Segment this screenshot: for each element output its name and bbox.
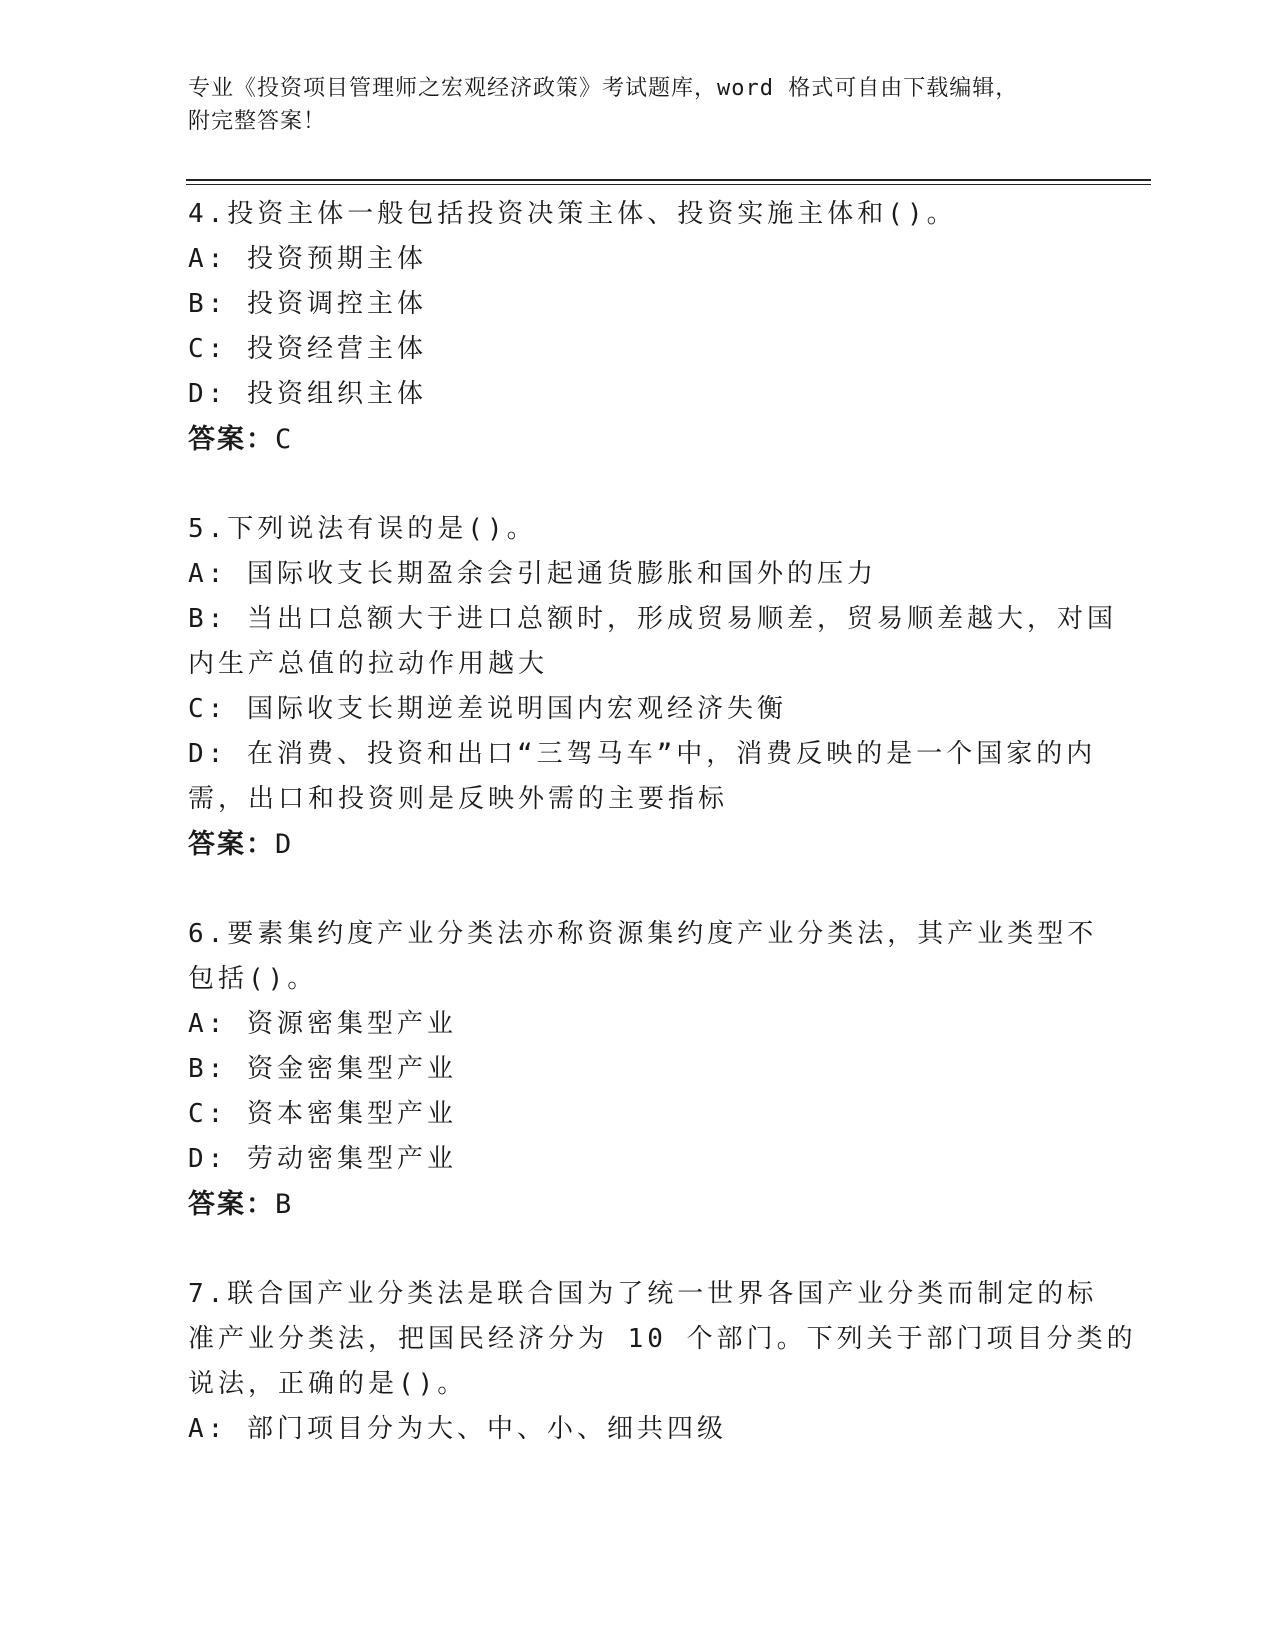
header-line-1: 专业《投资项目管理师之宏观经济政策》考试题库，word 格式可自由下载编辑， bbox=[188, 76, 1019, 101]
question-stem: 6.要素集约度产业分类法亦称资源集约度产业分类法，其产业类型不 bbox=[188, 919, 1098, 949]
question-stem: 5.下列说法有误的是()。 bbox=[188, 514, 537, 544]
question-7 bbox=[188, 1272, 1137, 1452]
header-divider-thick bbox=[186, 179, 1151, 181]
question-6 bbox=[188, 912, 1098, 1228]
option-a: A: 国际收支长期盈余会引起通货膨胀和国外的压力 bbox=[188, 559, 877, 589]
option-d: D: 在消费、投资和出口“三驾马车”中，消费反映的是一个国家的内 bbox=[188, 739, 1097, 769]
option-c: C: 投资经营主体 bbox=[188, 334, 427, 364]
option-b: B: 投资调控主体 bbox=[188, 289, 427, 319]
option-a: A: 投资预期主体 bbox=[188, 244, 427, 274]
question-4 bbox=[188, 192, 1068, 463]
question-list bbox=[188, 192, 1137, 1452]
answer-line bbox=[188, 822, 1068, 868]
header-divider-thin bbox=[186, 184, 1151, 185]
option-b-continued: 内生产总值的拉动作用越大 bbox=[188, 649, 549, 679]
question-stem: 4.投资主体一般包括投资决策主体、投资实施主体和()。 bbox=[188, 199, 957, 229]
option-a: A: 部门项目分为大、中、小、细共四级 bbox=[188, 1414, 727, 1444]
question-stem-continued: 准产业分类法，把国民经济分为 10 个部门。下列关于部门项目分类的 bbox=[188, 1324, 1137, 1354]
question-5 bbox=[188, 507, 1117, 868]
spacer bbox=[188, 463, 1068, 507]
answer-line bbox=[188, 417, 1068, 463]
spacer bbox=[188, 1228, 1068, 1272]
option-b: B: 资金密集型产业 bbox=[188, 1054, 457, 1084]
option-d: D: 投资组织主体 bbox=[188, 379, 427, 409]
option-d-continued: 需，出口和投资则是反映外需的主要指标 bbox=[188, 784, 729, 814]
answer-label: 答案： bbox=[188, 829, 275, 860]
document-header bbox=[188, 72, 1088, 138]
answer-label: 答案： bbox=[188, 424, 275, 455]
option-c: C: 国际收支长期逆差说明国内宏观经济失衡 bbox=[188, 694, 787, 724]
option-b: B: 当出口总额大于进口总额时，形成贸易顺差，贸易顺差越大，对国 bbox=[188, 604, 1117, 634]
option-d: D: 劳动密集型产业 bbox=[188, 1144, 457, 1174]
question-stem-continued: 说法，正确的是()。 bbox=[188, 1369, 468, 1399]
answer-value: B bbox=[275, 1189, 294, 1220]
answer-line bbox=[188, 1182, 1068, 1228]
answer-value: D bbox=[275, 829, 294, 860]
option-a: A: 资源密集型产业 bbox=[188, 1009, 457, 1039]
question-stem-continued: 包括()。 bbox=[188, 964, 318, 994]
header-line-2: 附完整答案！ bbox=[188, 109, 327, 134]
answer-value: C bbox=[275, 424, 294, 455]
spacer bbox=[188, 868, 1068, 912]
option-c: C: 资本密集型产业 bbox=[188, 1099, 457, 1129]
question-stem: 7.联合国产业分类法是联合国为了统一世界各国产业分类而制定的标 bbox=[188, 1279, 1098, 1309]
answer-label: 答案： bbox=[188, 1189, 275, 1220]
